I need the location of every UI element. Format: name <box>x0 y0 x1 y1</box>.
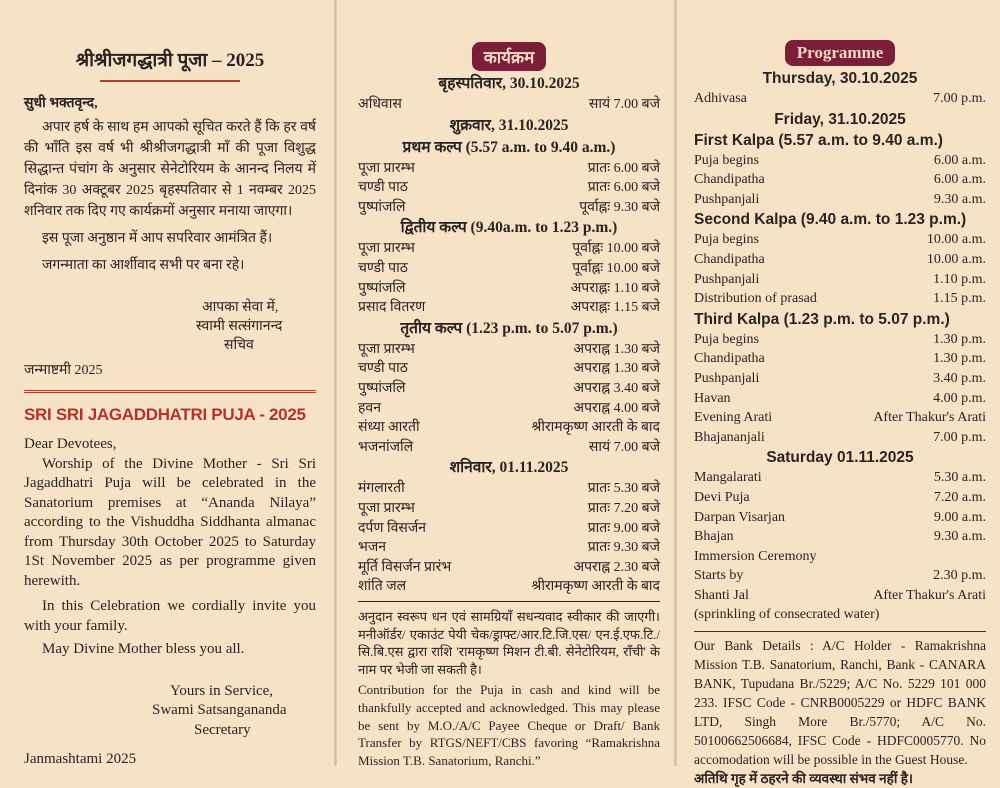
schedule-time: 9.30 a.m. <box>933 529 986 545</box>
english-salutation: Dear Devotees, <box>24 436 117 452</box>
schedule-time: प्रातः 7.20 बजे <box>587 500 660 516</box>
schedule-time: 7.00 p.m. <box>933 91 986 106</box>
guest-house-note-hindi: अतिथि गृह में ठहरने की व्यवस्था संभव नहीं है। <box>694 771 913 787</box>
schedule-time: श्रीरामकृष्ण आरती के बाद <box>531 420 660 436</box>
hindi-schedule-row <box>358 399 660 419</box>
hindi-letter-title: श्रीश्रीजगद्धात्री पूजा – 2025 <box>75 50 265 71</box>
hindi-kalpa3-list <box>358 340 660 458</box>
english-immersion-list <box>694 566 986 605</box>
hindi-schedule-row <box>358 239 660 259</box>
english-schedule-row <box>694 586 986 606</box>
english-schedule-row <box>694 330 986 350</box>
schedule-item: मूर्ति विसर्जन प्रारंभ <box>358 559 452 575</box>
schedule-item: Havan <box>694 390 731 406</box>
schedule-item: दर्पण विसर्जन <box>358 520 427 536</box>
schedule-item: Pushpanjali <box>694 370 760 386</box>
english-schedule-row <box>694 170 986 190</box>
schedule-time: प्रातः 9.30 बजे <box>587 540 660 556</box>
english-programme-header <box>694 40 986 66</box>
hindi-day3-list <box>358 479 660 597</box>
english-day1-list <box>694 89 986 109</box>
schedule-time: 10.00 a.m. <box>926 232 986 248</box>
english-day3: Saturday 01.11.2025 <box>766 449 914 467</box>
hindi-schedule-row <box>358 95 660 115</box>
english-signature-block <box>152 682 316 741</box>
english-schedule-row <box>694 230 986 250</box>
schedule-item: Starts by <box>694 568 744 584</box>
schedule-item: पुष्पांजलि <box>358 199 406 215</box>
schedule-time: 5.30 a.m. <box>933 470 986 486</box>
hindi-schedule-row <box>358 418 660 438</box>
hindi-paragraph-1: अपार हर्ष के साथ हम आपको सूचित करते हैं कि हर वर्ष की भाँति इस वर्ष भी श्रीश्रीजगद्धात्री माँ की पूजा विशुद्ध सिद्धान्त पंचांग के अनुसार सेनेटोरियम के आनन्द निलय में दिनांक 30 अक्टूबर 2025 बृहस्पतिवार से 1 नवम्बर 2025 शनिवार तक दिए गए कार्यक्रमों अनुसार मनाया जाएगा। <box>24 120 316 219</box>
hindi-schedule-row <box>358 159 660 179</box>
hindi-day1: बृहस्पतिवार, 30.10.2025 <box>438 75 580 92</box>
donation-hindi: अनुदान स्वरूप धन एवं सामग्रियाँ सधन्यवाद स्वीकार की जाएगी। मनीऑर्डर/ एकाउंट पेयी चेक/ड्राफ्ट/आर.टि.जि.एस/ एन.ई.एफ.टि./सि.बि.एस द्वारा राशि 'रामकृष्ण मिशन टी.बी. सेनेटोरियम, राँची' के नाम पर भेजी जा सकती है। <box>358 608 660 678</box>
letter-panel <box>0 0 330 766</box>
schedule-time: अपराह्न 1.30 बजे <box>573 361 660 377</box>
schedule-time: प्रातः 5.30 बजे <box>587 481 660 497</box>
schedule-item: चण्डी पाठ <box>358 361 408 377</box>
schedule-item: Darpan Visarjan <box>694 509 786 525</box>
schedule-time: श्रीरामकृष्ण आरती के बाद <box>531 579 660 595</box>
schedule-time: 1.30 p.m. <box>933 331 986 347</box>
english-schedule-row <box>694 89 986 109</box>
hindi-kalpa2-list <box>358 239 660 317</box>
schedule-item: Puja begins <box>694 152 759 168</box>
donation-english: Contribution for the Puja in cash and kind will be thankfully accepted and acknowledged. This may please be sent by M.O./A/C Payee Cheque or Draft/ Bank Transfer by RTGS/NEFT/CBS favoring “Ramakrishna Mission T.B. Sanatorium, Ranchi.” <box>358 682 660 769</box>
schedule-item: Puja begins <box>694 331 759 347</box>
english-signatory: Swami Satsangananda <box>152 702 287 718</box>
english-schedule-row <box>694 289 986 309</box>
english-day2: Friday, 31.10.2025 <box>774 110 906 128</box>
english-schedule-row <box>694 190 986 210</box>
panel-fold-left <box>334 0 337 766</box>
english-schedule-row <box>694 508 986 528</box>
schedule-item: पूजा प्रारम्भ <box>358 500 415 516</box>
schedule-item: चण्डी पाठ <box>358 260 408 276</box>
title-underline <box>100 80 240 82</box>
schedule-time: 6.00 a.m. <box>933 172 986 188</box>
schedule-time: After Thakur's Arati <box>873 587 986 603</box>
schedule-item: Chandipatha <box>694 172 765 188</box>
english-paragraph-2: In this Celebration we cordially invite you with your family. <box>24 598 316 634</box>
hindi-schedule-row <box>358 538 660 558</box>
schedule-time: 6.00 a.m. <box>933 152 986 168</box>
hindi-schedule-row <box>358 178 660 198</box>
english-paragraph-1: Worship of the Divine Mother - Sri Sri Jagaddhatri Puja will be celebrated in the Sanatorium premises at “Ananda Nilaya” according to the Vishuddha Siddhanta almanac from Thursday 30th October 2025 to Saturday 1St November 2025 as per programme given herewith. <box>24 455 316 589</box>
schedule-item: Devi Puja <box>694 489 750 505</box>
schedule-item: Chandipatha <box>694 351 765 367</box>
hindi-kalpa2: द्वितीय कल्प (9.40a.m. to 1.23 p.m.) <box>400 219 618 237</box>
english-letter-title: SRI SRI JAGADDHATRI PUJA - 2025 <box>24 405 306 424</box>
hindi-kalpa1: प्रथम कल्प (5.57 a.m. to 9.40 a.m.) <box>402 138 616 156</box>
donation-box <box>358 601 660 770</box>
schedule-time: अपराह्न 1.30 बजे <box>573 341 660 357</box>
english-schedule-row <box>694 270 986 290</box>
schedule-item: मंगलारती <box>358 481 405 497</box>
schedule-item: अधिवास <box>358 97 402 112</box>
hindi-date: जन्माष्टमी 2025 <box>24 363 103 378</box>
schedule-time: प्रातः 9.00 बजे <box>587 520 660 536</box>
english-schedule-row <box>694 369 986 389</box>
hindi-schedule-row <box>358 499 660 519</box>
hindi-programme-heading: कार्यक्रम <box>472 42 547 71</box>
english-designation: Secretary <box>194 721 251 738</box>
schedule-time: 3.40 p.m. <box>933 370 986 386</box>
english-kalpa2-list <box>694 230 986 308</box>
hindi-schedule-row <box>358 479 660 499</box>
hindi-designation: सचिव <box>224 338 254 353</box>
english-kalpa2: Second Kalpa (9.40 a.m. to 1.23 p.m.) <box>694 211 967 229</box>
schedule-item: Adhivasa <box>694 91 747 106</box>
schedule-time: पूर्वाह्नः 9.30 बजे <box>579 199 660 215</box>
hindi-signature-block <box>196 298 316 355</box>
hindi-schedule-row <box>358 577 660 597</box>
english-schedule-row <box>694 428 986 448</box>
hindi-signatory: स्वामी सत्संगानन्द <box>196 319 283 334</box>
english-programme-panel <box>682 0 1000 787</box>
bank-divider <box>694 631 986 632</box>
immersion-note <box>694 605 986 625</box>
schedule-time: अपराह्न 3.40 बजे <box>573 380 660 396</box>
schedule-item: भजनांजलि <box>358 439 414 455</box>
english-schedule-row <box>694 488 986 508</box>
schedule-time: सायं 7.00 बजे <box>588 97 660 112</box>
english-day1: Thursday, 30.10.2025 <box>762 70 918 87</box>
schedule-item: Bhajan <box>694 529 734 545</box>
english-programme-heading: Programme <box>785 40 896 66</box>
english-schedule-row <box>694 408 986 428</box>
immersion-label-text: Immersion Ceremony <box>694 548 817 564</box>
schedule-time: 1.10 p.m. <box>933 271 986 287</box>
hindi-schedule-row <box>358 438 660 458</box>
panel-fold-right <box>674 0 677 766</box>
english-schedule-row <box>694 527 986 547</box>
english-paragraph-3: May Divine Mother bless you all. <box>42 641 245 657</box>
schedule-time: अपराह्न 4.00 बजे <box>573 400 660 416</box>
schedule-item: Evening Arati <box>694 410 773 426</box>
hindi-programme-panel <box>340 0 670 769</box>
bank-details: Our Bank Details : A/C Holder - Ramakrishna Mission T.B. Sanatorium, Ranchi, Bank - CANARA BANK, Tupudana Br./5229; A/C No. 5229 101 000 233. IFSC Code - CNRB0005229 or HDFC BANK LTD, Singh More Br./5770; A/C No. 50100662506684, IFSC Code - HDFC0005770. No accomodation will be possible in the Guest House. <box>694 638 986 768</box>
hindi-paragraph-3: जगन्माता का आर्शीवाद सभी पर बना रहे। <box>42 258 245 273</box>
hindi-schedule-row <box>358 519 660 539</box>
schedule-time: अपराह्नः 1.15 बजे <box>570 300 660 316</box>
schedule-item: संध्या आरती <box>358 420 420 436</box>
english-kalpa1-list <box>694 151 986 210</box>
schedule-item: Puja begins <box>694 232 759 248</box>
immersion-note-text: (sprinkling of consecrated water) <box>694 607 880 623</box>
schedule-time: 7.00 p.m. <box>933 429 986 445</box>
english-closing: Yours in Service, <box>170 682 274 699</box>
hindi-day3: शनिवार, 01.11.2025 <box>449 459 569 477</box>
hindi-schedule-row <box>358 379 660 399</box>
hindi-paragraph-2: इस पूजा अनुष्ठान में आप सपरिवार आमंत्रित हैं। <box>42 231 273 246</box>
schedule-item: Distribution of prasad <box>694 291 817 307</box>
schedule-time: प्रातः 6.00 बजे <box>587 160 660 176</box>
hindi-day1-list <box>358 95 660 115</box>
english-schedule-row <box>694 250 986 270</box>
schedule-item: Pushpanjali <box>694 191 760 207</box>
english-schedule-row <box>694 349 986 369</box>
section-divider <box>24 390 316 393</box>
schedule-time: 9.00 a.m. <box>933 509 986 525</box>
hindi-schedule-row <box>358 558 660 578</box>
schedule-time: 2.30 p.m. <box>933 568 986 584</box>
schedule-item: पुष्पांजलि <box>358 280 406 296</box>
schedule-item: Shanti Jal <box>694 587 749 603</box>
schedule-time: पूर्वाह्नः 10.00 बजे <box>572 241 660 257</box>
schedule-item: हवन <box>358 400 381 416</box>
hindi-schedule-row <box>358 259 660 279</box>
schedule-item: पूजा प्रारम्भ <box>358 160 415 176</box>
hindi-kalpa3: तृतीय कल्प (1.23 p.m. to 5.07 p.m.) <box>400 319 618 337</box>
schedule-item: प्रसाद वितरण <box>358 300 426 316</box>
schedule-time: 9.30 a.m. <box>933 191 986 207</box>
schedule-time: सायं 7.00 बजे <box>588 439 660 455</box>
schedule-item: Pushpanjali <box>694 271 760 287</box>
schedule-time: अपराह्नः 1.10 बजे <box>570 280 660 296</box>
schedule-time: अपराह्न 2.30 बजे <box>573 559 660 575</box>
hindi-salutation: सुधी भक्तवृन्द, <box>24 96 98 111</box>
schedule-item: पूजा प्रारम्भ <box>358 241 415 257</box>
schedule-item: Bhajananjali <box>694 429 765 445</box>
hindi-day2: शुक्रवार, 31.10.2025 <box>449 116 569 134</box>
hindi-kalpa1-list <box>358 159 660 218</box>
english-date: Janmashtami 2025 <box>24 751 137 767</box>
schedule-item: Chandipatha <box>694 251 765 267</box>
schedule-time: पूर्वाह्नः 10.00 बजे <box>572 260 660 276</box>
english-day3-list <box>694 468 986 546</box>
hindi-schedule-row <box>358 359 660 379</box>
hindi-schedule-row <box>358 298 660 318</box>
english-schedule-row <box>694 566 986 586</box>
schedule-time: 1.15 p.m. <box>933 291 986 307</box>
hindi-schedule-row <box>358 340 660 360</box>
schedule-time: प्रातः 6.00 बजे <box>587 180 660 196</box>
hindi-schedule-row <box>358 279 660 299</box>
english-kalpa3: Third Kalpa (1.23 p.m. to 5.07 p.m.) <box>694 310 950 328</box>
schedule-item: शांति जल <box>358 579 407 595</box>
english-schedule-row <box>694 389 986 409</box>
schedule-time: After Thakur's Arati <box>873 410 986 426</box>
schedule-item: भजन <box>358 540 386 556</box>
schedule-time: 4.00 p.m. <box>933 390 986 406</box>
schedule-item: चण्डी पाठ <box>358 180 408 196</box>
hindi-closing: आपका सेवा में, <box>202 300 279 315</box>
schedule-time: 10.00 a.m. <box>926 251 986 267</box>
immersion-label <box>694 547 986 567</box>
hindi-schedule-row <box>358 198 660 218</box>
schedule-item: पूजा प्रारम्भ <box>358 341 415 357</box>
english-schedule-row <box>694 151 986 171</box>
english-kalpa3-list <box>694 330 986 448</box>
schedule-time: 1.30 p.m. <box>933 351 986 367</box>
schedule-item: Mangalarati <box>694 470 762 486</box>
hindi-programme-header <box>358 42 660 71</box>
english-kalpa1: First Kalpa (5.57 a.m. to 9.40 a.m.) <box>694 131 943 149</box>
schedule-item: पुष्पांजलि <box>358 380 406 396</box>
english-schedule-row <box>694 468 986 488</box>
schedule-time: 7.20 a.m. <box>933 489 986 505</box>
